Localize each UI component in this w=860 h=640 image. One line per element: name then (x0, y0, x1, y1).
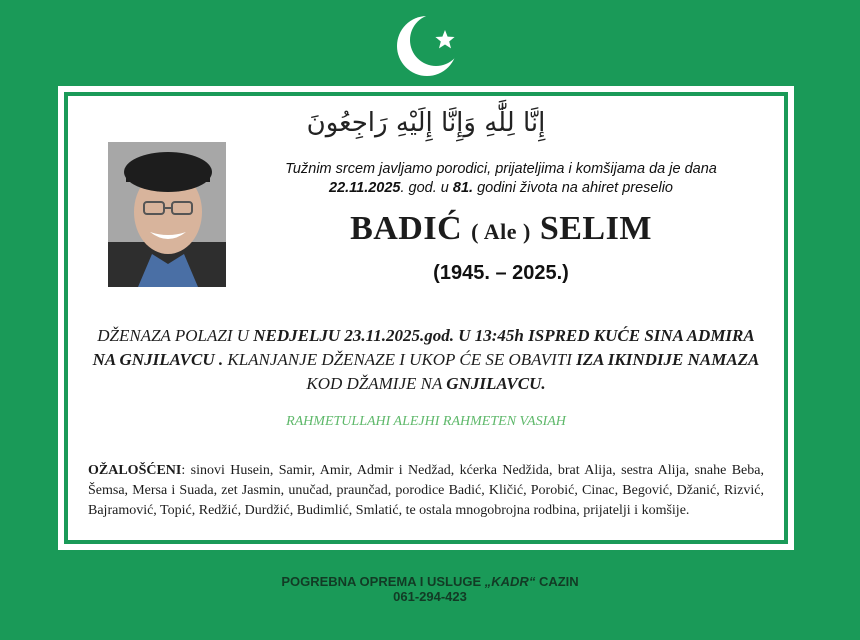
mourners-list (88, 461, 764, 521)
funeral-prayer-time: IZA IKINDIJE NAMAZA (576, 350, 760, 369)
prayer-line: RAHMETULLAHI ALEJHI RAHMETEN VASIAH (286, 414, 566, 429)
funeral-text: KOD DŽAMIJE NA (306, 374, 447, 393)
surname: BADIĆ (350, 210, 463, 247)
nickname: ( Ale ) (471, 219, 531, 244)
intro-text: . god. u (400, 180, 453, 196)
company-prefix: POGREBNA OPREMA I USLUGE (281, 574, 485, 589)
funeral-location: GNJILAVCU. (446, 374, 546, 393)
age: 81. (452, 180, 474, 196)
announcement-intro (238, 160, 764, 198)
mourners-text: : sinovi Husein, Samir, Amir, Admir i Nedžad, kćerka Nedžida, brat Alija, sestra Alija, snahe Beba, Šemsa, Mersa i Suada, zet Jasmin, unučad, praunčad, porodice Badić, Kličić, Porobić, Cinac, Begović, Džanić, Rizvić, Bajramović, Topić, Redžić, Durdžić, Budimlić, Smlatić, te ostala mnogobrojna rodbina, prijatelji i komšije. (88, 463, 764, 518)
first-name: SELIM (539, 210, 652, 247)
funeral-time-place: NEDJELJU 23.11.2025.god. U 13:45h ISPRED KUĆE SINA ADMIRA NA GNJILAVCU . (92, 326, 755, 369)
phone-number: 061-294-423 (393, 589, 467, 604)
intro-text: godini života na ahiret preselio (473, 180, 673, 196)
funeral-details (88, 324, 764, 396)
deceased-photo (108, 142, 226, 287)
mourners-label: OŽALOŠĆENI (88, 463, 182, 478)
crescent-star-icon (396, 12, 462, 78)
company-suffix: CAZIN (535, 574, 579, 589)
company-name: „KADR“ (484, 574, 536, 589)
intro-line: Tužnim srcem javljamo porodici, prijateljima i komšijama da je dana (285, 161, 717, 177)
funeral-text: DŽENAZA POLAZI U (97, 326, 254, 345)
death-date: 22.11.2025 (329, 180, 401, 196)
deceased-name (238, 210, 764, 248)
funeral-text: KLANJANJE DŽENAZE I UKOP ĆE SE OBAVITI (223, 350, 577, 369)
arabic-verse: إِنَّا لِلَّٰهِ وَإِنَّا إِلَيْهِ رَاجِعُونَ (306, 108, 546, 138)
life-years: (1945. – 2025.) (433, 262, 569, 284)
card-border (64, 92, 788, 544)
funeral-home-footer (0, 574, 860, 604)
obituary-card (58, 86, 794, 550)
